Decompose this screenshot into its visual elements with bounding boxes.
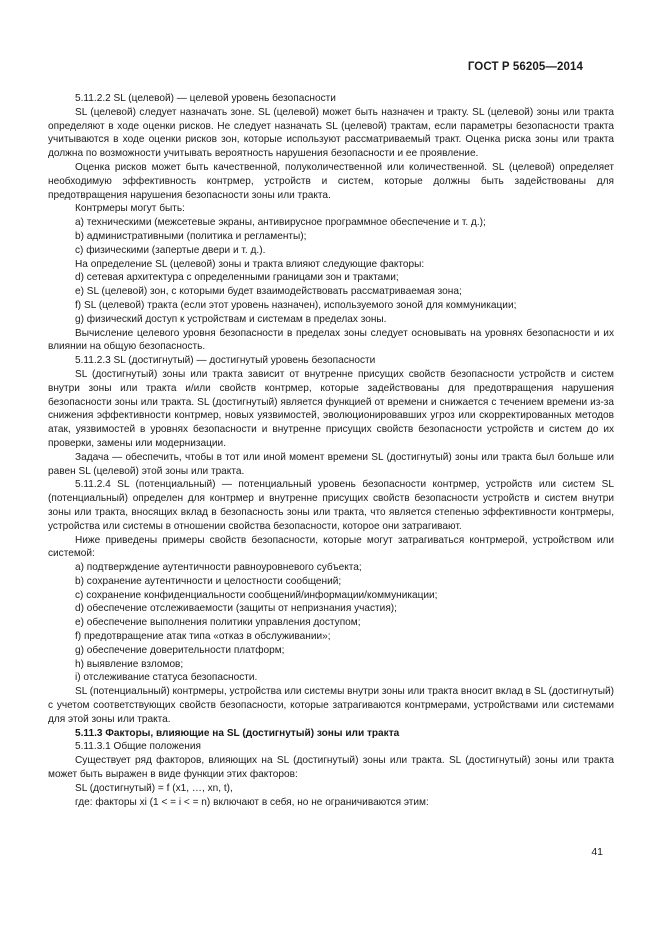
page-body [48, 92, 614, 809]
list-item: g) физический доступ к устройствам и системам в пределах зоны. [75, 313, 387, 325]
list-item: i) отслеживание статуса безопасности. [75, 672, 258, 684]
document-designation: ГОСТ Р 56205—2014 [467, 61, 583, 73]
list-item: е) SL (целевой) зон, с которыми будет взаимодействовать рассматриваемая зона; [75, 286, 462, 298]
paragraph: Контрмеры могут быть: [75, 203, 185, 215]
list-item: d) обеспечение отслеживаемости (защиты от непризнания участия); [75, 603, 397, 615]
list-item: f) SL (целевой) тракта (если этот уровень назначен), используемого зоной для коммуникации; [75, 299, 517, 311]
list-item: е) обеспечение выполнения политики управления доступом; [75, 617, 361, 629]
section-heading: 5.11.3 Факторы, влияющие на SL (достигнутый) зоны или тракта [75, 727, 400, 739]
list-item: h) выявление взломов; [75, 658, 184, 670]
paragraph: Оценка рисков может быть качественной, полуколичественной или количественной. SL (целевой) определяет необходимую эффективность контрмер, устройств и систем, которые должны быть задействованы для предотвращения нарушения безопасности зоны или тракта. [48, 161, 614, 201]
page-number: 41 [591, 846, 603, 858]
list-item: b) сохранение аутентичности и целостности сообщений; [75, 575, 342, 587]
list-item: а) техническими (межсетевые экраны, антивирусное программное обеспечение и т. д.); [75, 217, 486, 229]
clause-heading: 5.11.2.3 SL (достигнутый) — достигнутый уровень безопасности [75, 355, 376, 367]
list-item: f) предотвращение атак типа «отказ в обслуживании»; [75, 631, 331, 643]
paragraph: Существует ряд факторов, влияющих на SL (достигнутый) зоны или тракта. SL (достигнутый) зоны или тракта может быть выражен в виде функции этих факторов: [48, 755, 614, 781]
paragraph: SL (достигнутый) зоны или тракта зависит от внутренне присущих свойств безопасности устройств и систем внутри зоны или тракта и/или свойств контрмер, которые задействованы для предотвращения нарушения безопасности зоны или тракта. SL (достигнутый) является функцией от времени и снижается с течением времени из-за снижения эффективности контрмер, новых уязвимостей, эволюционировавших угроз или скорректированных методов атак, уязвимостей в уровнях безопасности и внутренне присущих свойств безопасности устройств и систем до их проверки, замены или модернизации. [48, 368, 614, 449]
list-item: с) сохранение конфиденциальности сообщений/информации/коммуникации; [75, 589, 438, 601]
paragraph: где: факторы xi (1 < = i < = n) включают в себя, но не ограничиваются этим: [75, 796, 429, 808]
paragraph: Вычисление целевого уровня безопасности в пределах зоны следует основывать на уровнях безопасности и их влиянии на общую безопасность. [48, 327, 614, 353]
formula: SL (достигнутый) = f (x1, …, xn, t), [75, 782, 233, 794]
list-item: b) административными (политика и регламенты); [75, 230, 307, 242]
list-item: а) подтверждение аутентичности равноуровневого субъекта; [75, 562, 362, 574]
paragraph: На определение SL (целевой) зоны и тракта влияют следующие факторы: [75, 258, 425, 270]
list-item: d) сетевая архитектура с определенными границами зон и трактами; [75, 272, 399, 284]
paragraph: SL (целевой) следует назначать зоне. SL (целевой) может быть назначен и тракту. SL (целевой) зоны или тракта определяют в ходе оценки рисков. Не следует назначать SL (целевой) трактам, если параметры безопасности тракта учитываются в ходе оценки рисков зон, которые используют рассматриваемый тракт. Оценка риска зоны или тракта должна по возможности учитывать вероятность нарушения безопасности и ее проявление. [48, 106, 614, 160]
clause-heading: 5.11.3.1 Общие положения [75, 741, 201, 753]
clause-heading: 5.11.2.2 SL (целевой) — целевой уровень безопасности [75, 93, 336, 104]
paragraph: Ниже приведены примеры свойств безопасности, которые могут затрагиваться контрмерой, устройством или системой: [48, 534, 614, 560]
list-item: g) обеспечение доверительности платформ; [75, 644, 285, 656]
paragraph: SL (потенциальный) контрмеры, устройства или системы внутри зоны или тракта вносит вклад в SL (достигнутый) с учетом соответствующих свойств безопасности, которые затрагиваются контрмерами, устройствами или системами для этой зоны или тракта. [48, 686, 614, 725]
list-item: с) физическими (запертые двери и т. д.). [75, 244, 266, 256]
clause-heading: 5.11.2.4 SL (потенциальный) — потенциальный уровень безопасности контрмер, устройств или систем SL (потенциальный) определен для контрмер и внутренне присущих свойств безопасности устройств и систем внутри зоны или тракта, вносящих вклад в безопасность зоны или тракта, что является степенью эффективности контрмеры, устройства или системы в отношении свойства безопасности, которое они затрагивают. [48, 479, 614, 532]
paragraph: Задача — обеспечить, чтобы в тот или иной момент времени SL (достигнутый) зоны или тракта был больше или равен SL (целевой) этой зоны или тракта. [48, 451, 614, 477]
